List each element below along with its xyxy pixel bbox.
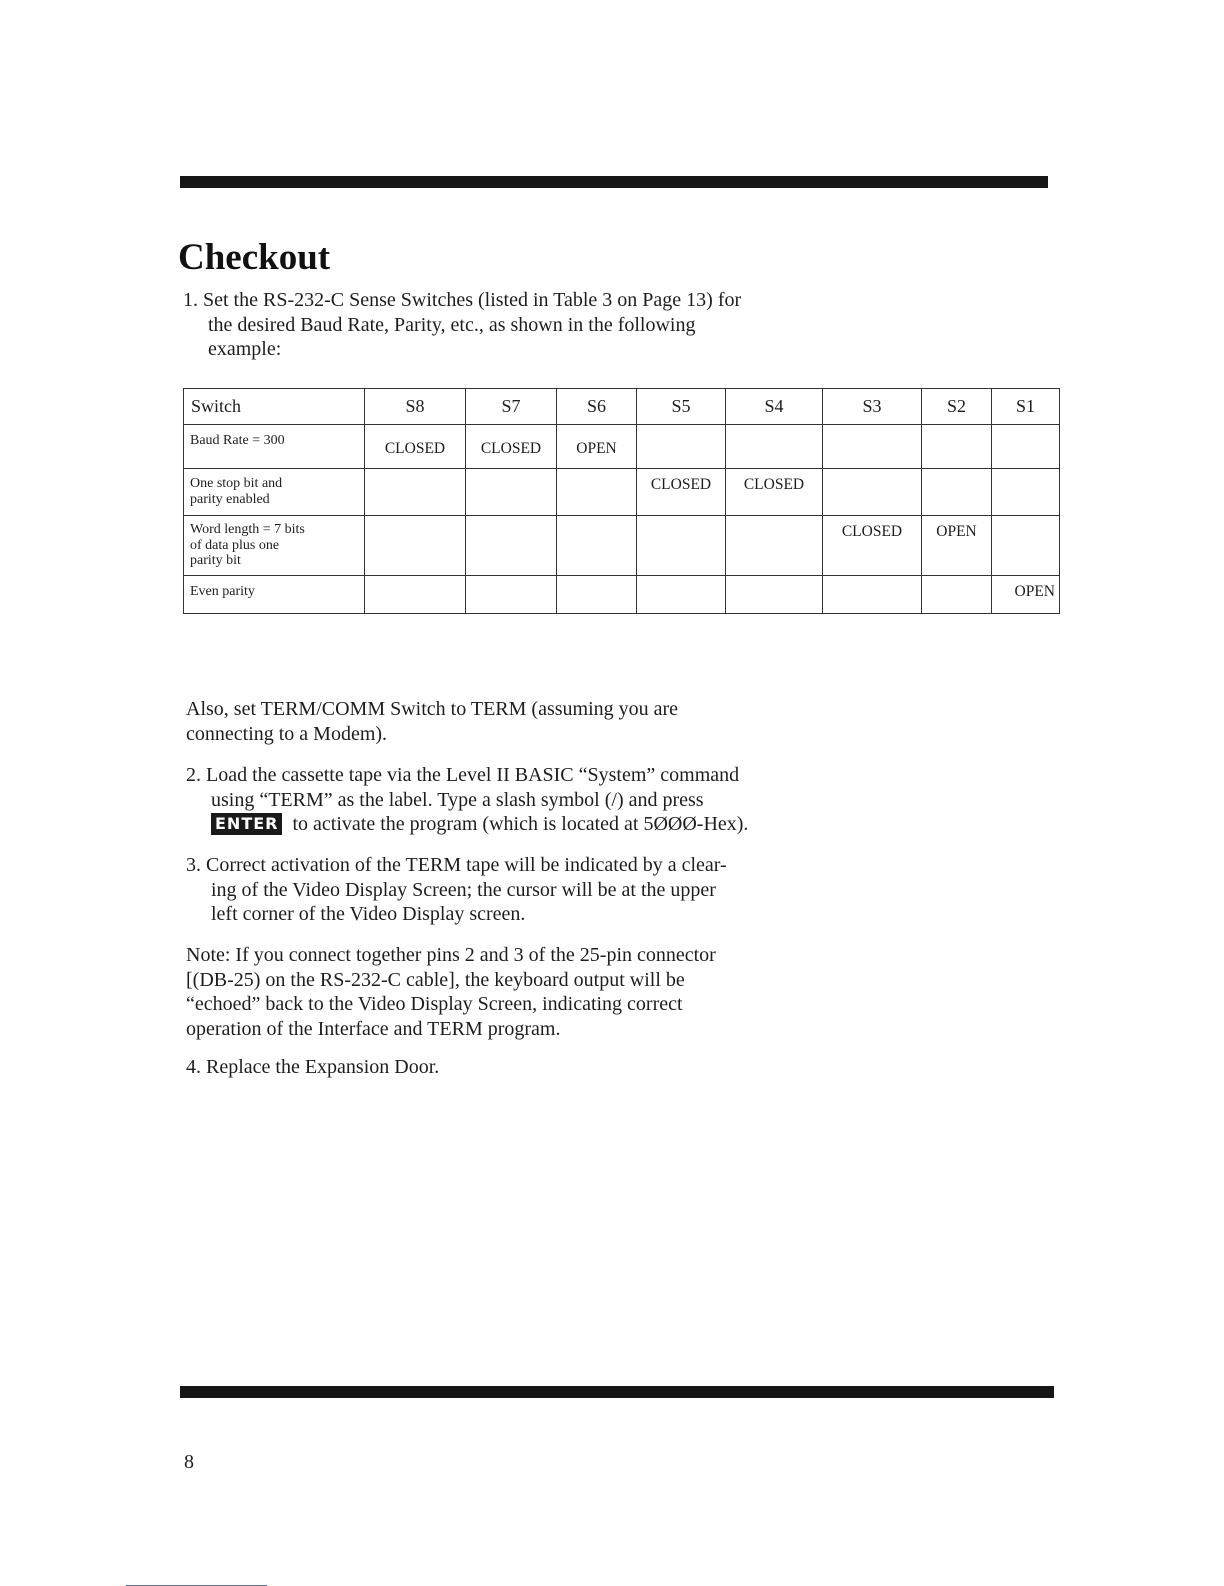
bottom-rule [180,1386,1054,1398]
table-cell [922,576,992,614]
table-cell [637,425,726,469]
header-s5: S5 [637,389,726,425]
header-s6: S6 [557,389,637,425]
header-s4: S4 [726,389,823,425]
table-row [184,425,1060,469]
header-s1: S1 [992,389,1060,425]
table-cell [823,425,922,469]
header-s2: S2 [922,389,992,425]
table-cell [726,425,823,469]
table-cell [823,469,922,516]
table-cell: OPEN [922,516,992,576]
note-line: operation of the Interface and TERM program. [186,1017,561,1040]
note-line: [(DB-25) on the RS-232-C cable], the keyboard output will be [186,968,685,991]
table-cell: CLOSED [637,469,726,516]
row-label: Even parity [184,576,365,614]
top-rule [180,176,1048,188]
header-s8: S8 [365,389,466,425]
step-1-line: example: [208,338,282,360]
row-label: Baud Rate = 300 [184,425,365,469]
header-switch: Switch [184,389,365,425]
table-cell [823,576,922,614]
note-line: Note: If you connect together pins 2 and 3 of the 25-pin connector [186,944,716,966]
table-cell [992,469,1060,516]
table-cell [992,516,1060,576]
table-cell [466,576,557,614]
table-row [184,469,1060,516]
table-cell [922,425,992,469]
table-cell [466,469,557,516]
header-s7: S7 [466,389,557,425]
row-label: Word length = 7 bits of data plus one parity bit [184,516,365,576]
table-cell [557,576,637,614]
also-line: Also, set TERM/COMM Switch to TERM (assuming you are [186,698,679,720]
table-cell: CLOSED [726,469,823,516]
step-3-paragraph [186,853,727,927]
table-cell: CLOSED [466,425,557,469]
table-cell [365,516,466,576]
table-cell [557,469,637,516]
table-header-row [184,389,1060,425]
table-cell: OPEN [557,425,637,469]
step-3-line: left corner of the Video Display screen. [211,903,526,925]
table-row [184,576,1060,614]
table-cell: CLOSED [823,516,922,576]
step-1-line: 1. Set the RS-232-C Sense Switches (listed in Table 3 on Page 13) for [183,289,742,311]
page-number: 8 [184,1451,194,1473]
step-1-line: the desired Baud Rate, Parity, etc., as shown in the following [208,313,696,336]
step-2-line-text: to activate the program (which is located at 5ØØØ-Hex). [292,813,749,835]
step-2-paragraph [186,763,748,837]
page-title: Checkout [178,237,331,278]
step-3-line: 3. Correct activation of the TERM tape will be indicated by a clear- [186,854,727,876]
table-cell [637,516,726,576]
enter-key-icon: ENTER [211,813,282,835]
sense-switch-table [183,388,1060,614]
table-cell [922,469,992,516]
step-3-line: ing of the Video Display Screen; the cursor will be at the upper [211,878,716,901]
table-cell: OPEN [992,576,1060,614]
step-2-line: 2. Load the cassette tape via the Level II BASIC “System” command [186,764,740,786]
header-s3: S3 [823,389,922,425]
also-line: connecting to a Modem). [186,722,388,745]
note-paragraph [186,943,716,1041]
table-row [184,516,1060,576]
table-cell [557,516,637,576]
note-line: “echoed” back to the Video Display Screen, indicating correct [186,993,683,1015]
term-comm-paragraph [186,697,678,746]
table-cell: CLOSED [365,425,466,469]
table-cell [726,516,823,576]
table-cell [992,425,1060,469]
row-label: One stop bit and parity enabled [184,469,365,516]
step-2-line: using “TERM” as the label. Type a slash symbol (/) and press [211,788,704,811]
table-cell [466,516,557,576]
step-1-paragraph [183,288,741,362]
step-2-line [186,812,748,837]
table-cell [365,576,466,614]
step-4-paragraph: 4. Replace the Expansion Door. [186,1056,440,1078]
table-cell [637,576,726,614]
table-cell [365,469,466,516]
table-cell [726,576,823,614]
